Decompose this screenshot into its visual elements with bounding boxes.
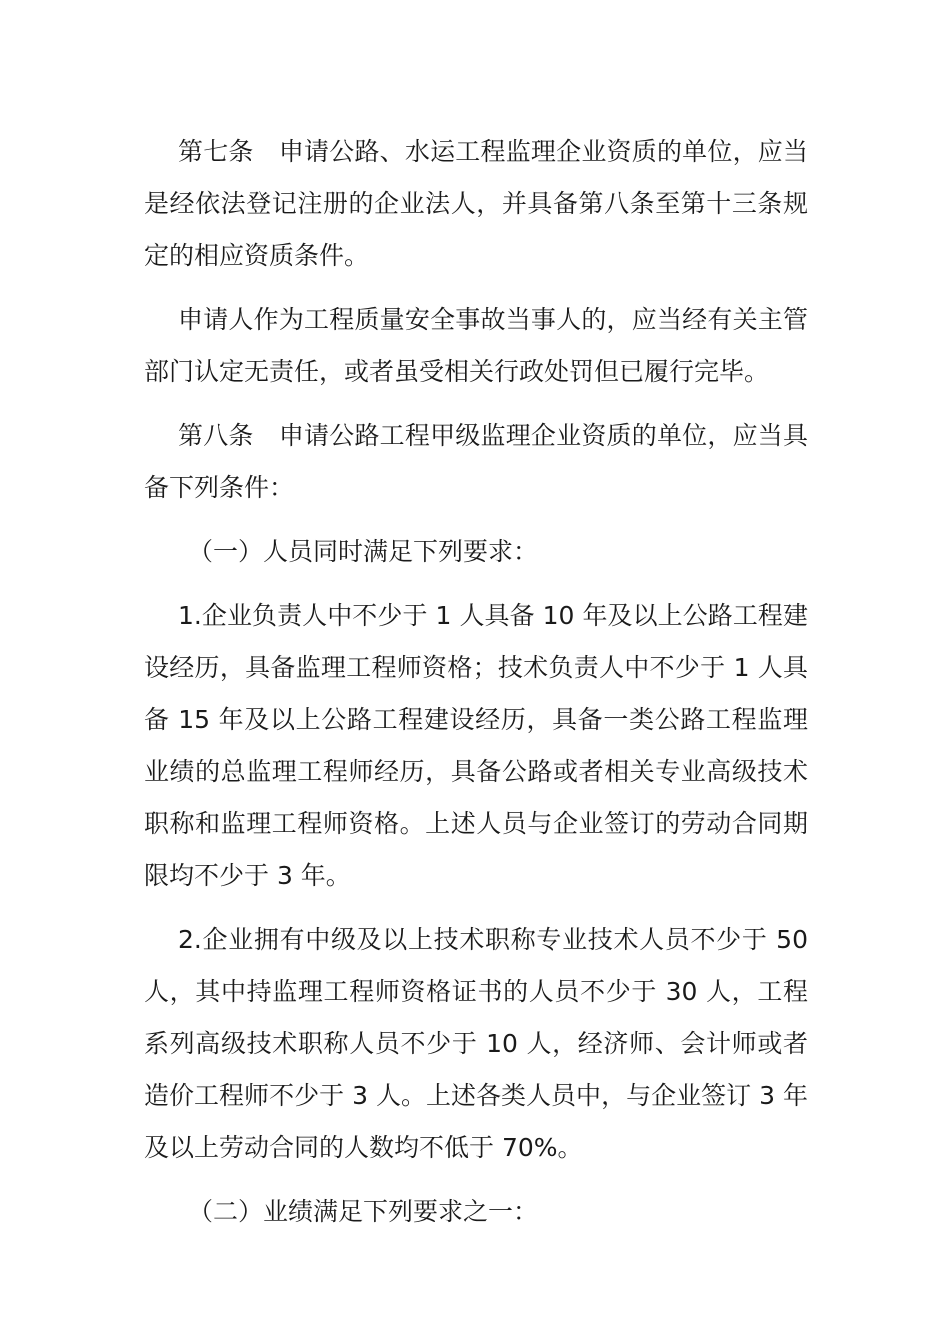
paragraph-article-7: 第七条 申请公路、水运工程监理企业资质的单位，应当是经依法登记注册的企业法人，并具备第八条至第十三条规定的相应资质条件。	[144, 137, 808, 270]
document-body	[144, 126, 808, 1250]
paragraph-item-1: 1.企业负责人中不少于 1 人具备 10 年及以上公路工程建设经历，具备监理工程师资格；技术负责人中不少于 1 人具备 15 年及以上公路工程建设经历，具备一类公路工程监理业绩的总监理工程师经历，具备公路或者相关专业高级技术职称和监理工程师资格。上述人员与企业签订的劳动合同期限均不少于 3 年。	[144, 601, 808, 890]
paragraph-personnel-heading: （一）人员同时满足下列要求：	[188, 537, 539, 566]
paragraph-performance-heading: （二）业绩满足下列要求之一：	[188, 1197, 539, 1226]
paragraph-article-8: 第八条 申请公路工程甲级监理企业资质的单位，应当具备下列条件：	[144, 421, 808, 502]
paragraph-accident-liability: 申请人作为工程质量安全事故当事人的，应当经有关主管部门认定无责任，或者虽受相关行政处罚但已履行完毕。	[144, 305, 808, 386]
paragraph-item-2: 2.企业拥有中级及以上技术职称专业技术人员不少于 50 人，其中持监理工程师资格证书的人员不少于 30 人，工程系列高级技术职称人员不少于 10 人，经济师、会计师或者造价工程师不少于 3 人。上述各类人员中，与企业签订 3 年及以上劳动合同的人数均不低于 70%。	[144, 925, 808, 1162]
